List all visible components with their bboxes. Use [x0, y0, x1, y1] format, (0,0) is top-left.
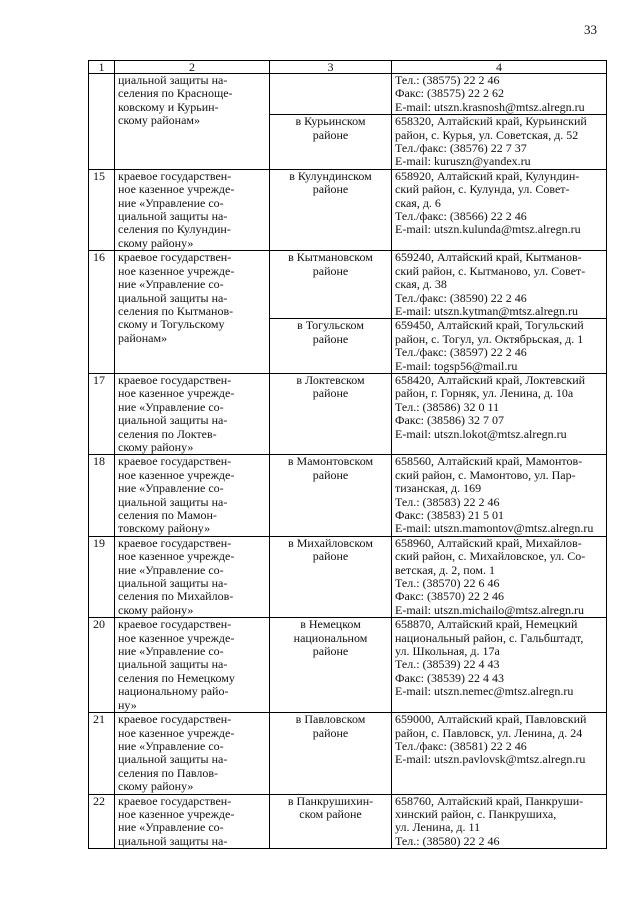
organization-name-line: циальной защиты на- — [118, 74, 228, 87]
organization-name-line: краевое государствен- — [118, 373, 232, 387]
organization-name-line: ние «Управление со- — [118, 645, 224, 659]
organization-name-line: циальной защиты на- — [118, 495, 228, 509]
organization-name-line: краевое государствен- — [118, 455, 232, 469]
contact-info — [392, 713, 607, 794]
row-number — [89, 74, 115, 170]
contact-info — [392, 251, 607, 319]
organization-name — [115, 455, 270, 536]
organization-name-line: циальной защиты на- — [118, 753, 228, 767]
district-name-line: в Немецком — [300, 618, 361, 632]
organization-name-line: циальной защиты на- — [118, 210, 228, 224]
organization-name — [115, 251, 270, 374]
contact-info-line: Факс: (38575) 22 2 62 — [395, 87, 504, 101]
organization-name-line: ние «Управление со- — [118, 400, 224, 414]
row-number: 15 — [89, 169, 115, 250]
organization-name — [115, 74, 270, 170]
organization-name-line: циальной защиты на- — [118, 414, 228, 428]
organization-name-line: скому районам» — [118, 114, 201, 128]
organization-name-line: ное казенное учрежде- — [118, 468, 235, 482]
contact-info-line: Факс: (38539) 22 4 43 — [395, 671, 504, 685]
contact-info-line: E-mail: utszn.kulunda@mtsz.alregn.ru — [395, 223, 581, 237]
contact-info — [392, 455, 607, 536]
district-name — [270, 618, 392, 713]
row-number: 19 — [89, 536, 115, 617]
contact-info-line: ский район, с. Михайловское, ул. Со- — [395, 550, 586, 564]
district-name-line: в Курьинском — [295, 115, 366, 129]
contact-info-line: 658560, Алтайский край, Мамонтов- — [395, 455, 583, 469]
header-cell: 1 — [89, 61, 115, 74]
table-row — [89, 618, 607, 713]
organization-name-line: скому и Тогульскому — [118, 318, 225, 332]
table-row — [89, 169, 607, 250]
contact-info-line: E-mail: togsp56@mail.ru — [395, 359, 518, 373]
contact-info-line: 658870, Алтайский край, Немецкий — [395, 618, 578, 632]
header-cell: 4 — [392, 61, 607, 74]
organization-name — [115, 536, 270, 617]
organization-name-line: ковскому и Курьин- — [118, 100, 219, 114]
organization-name — [115, 373, 270, 454]
organization-name — [115, 794, 270, 849]
organization-name-line: ное казенное учрежде- — [118, 264, 235, 278]
contact-info-line: ул. Ленина, д. 11 — [395, 821, 481, 835]
organization-name-line: ное казенное учрежде- — [118, 387, 235, 401]
organization-name-line: селения по Красноще- — [118, 87, 233, 101]
organization-name-line: краевое государствен- — [118, 713, 232, 727]
contact-info-line: Тел.: (38586) 32 0 11 — [395, 400, 500, 414]
contact-info-line: Тел./факс: (38566) 22 2 46 — [395, 210, 527, 224]
contact-info-line: Тел.: (38583) 22 2 46 — [395, 495, 500, 509]
contact-info-line: Тел.: (38575) 22 2 46 — [395, 74, 500, 87]
contact-info — [392, 373, 607, 454]
contact-info-line: E-mail: utszn.michailo@mtsz.alregn.ru — [395, 603, 584, 617]
organization-name-line: краевое государствен- — [118, 536, 232, 550]
contact-info-line: Тел.: (38580) 22 2 46 — [395, 834, 500, 848]
contact-info-line: E-mail: utszn.krasnosh@mtsz.alregn.ru — [395, 100, 585, 114]
contact-info — [392, 536, 607, 617]
contact-info-line: Тел.: (38539) 22 4 43 — [395, 658, 500, 672]
district-name-line: районе — [312, 726, 349, 740]
row-number: 22 — [89, 794, 115, 849]
contact-info-line: район, с. Тогул, ул. Октябрьская, д. 1 — [395, 332, 584, 346]
district-name-line: районе — [312, 183, 349, 197]
organization-name-line: селения по Павлов- — [118, 766, 219, 780]
contact-info-line: E-mail: utszn.lokot@mtsz.alregn.ru — [395, 427, 567, 441]
district-name-line: в Мамонтовском — [287, 455, 374, 469]
contact-info — [392, 74, 607, 115]
district-name-line: в Панкрушихин- — [287, 794, 374, 808]
row-number: 18 — [89, 455, 115, 536]
district-name — [270, 115, 392, 170]
table-row — [89, 251, 607, 319]
organization-name-line: ние «Управление со- — [118, 482, 224, 496]
organization-name-line: циальной защиты на- — [118, 658, 228, 672]
organization-name-line: ние «Управление со- — [118, 563, 224, 577]
organization-name-line: ное казенное учрежде- — [118, 183, 235, 197]
contact-info-line: E-mail: utszn.kytman@mtsz.alregn.ru — [395, 304, 579, 318]
organization-name-line: селения по Мамон- — [118, 509, 217, 522]
header-cell: 3 — [270, 61, 392, 74]
district-name — [270, 319, 392, 374]
header-cell: 2 — [115, 61, 270, 74]
organization-name-line: краевое государствен- — [118, 251, 232, 265]
district-name-line: ском районе — [299, 807, 362, 821]
contact-info-line: ская, д. 38 — [395, 278, 447, 292]
district-name-line: в Кулундинском — [289, 169, 372, 183]
contact-info-line: E-mail: kuruszn@yandex.ru — [395, 155, 531, 169]
contact-info-line: E-mail: utszn.pavlovsk@mtsz.alregn.ru — [395, 753, 586, 767]
district-name-line: районе — [312, 128, 349, 142]
table-row — [89, 536, 607, 617]
organization-name-line: краевое государствен- — [118, 169, 232, 183]
contact-info-line: район, г. Горняк, ул. Ленина, д. 10а — [395, 387, 574, 401]
organization-name-line: ние «Управление со- — [118, 196, 224, 210]
district-name-line: районе — [312, 264, 349, 278]
contact-info-line: Факс: (38570) 22 2 46 — [395, 590, 504, 604]
contact-info-line: Тел./факс: (38597) 22 2 46 — [395, 346, 527, 360]
contact-info-line: E-mail: utszn.mamontov@mtsz.alregn.ru — [395, 522, 594, 536]
district-name — [270, 373, 392, 454]
contact-info-line: ветская, д. 2, пом. 1 — [395, 563, 496, 577]
organization-name-line: скому району» — [118, 440, 194, 454]
table-row — [89, 794, 607, 849]
district-name — [270, 251, 392, 319]
contact-info-line: ский район, с. Мамонтово, ул. Пар- — [395, 468, 576, 482]
organization-name-line: ное казенное учрежде- — [118, 631, 235, 645]
organization-name-line: ное казенное учрежде- — [118, 807, 235, 821]
district-name-line: районе — [312, 550, 349, 564]
district-name — [270, 74, 392, 115]
contact-info — [392, 319, 607, 374]
contact-info-line: 658920, Алтайский край, Кулундин- — [395, 169, 580, 183]
contact-info-line: ский район, с. Кытманово, ул. Совет- — [395, 264, 586, 278]
table-row — [89, 713, 607, 794]
contact-info — [392, 794, 607, 849]
organization-name-line: товскому району» — [118, 522, 211, 536]
organization-name-line: циальной защиты на- — [118, 834, 228, 848]
contact-info-line: ская, д. 6 — [395, 196, 441, 210]
contact-info-line: Тел./факс: (38581) 22 2 46 — [395, 739, 527, 753]
district-name-line: в Кытмановском — [288, 251, 373, 265]
district-name — [270, 794, 392, 849]
organization-name-line: скому району» — [118, 780, 194, 794]
contact-info-line: 659240, Алтайский край, Кытманов- — [395, 251, 582, 265]
contact-info-line: Факс: (38583) 21 5 01 — [395, 509, 504, 522]
contact-info-line: Тел./факс: (38590) 22 2 46 — [395, 291, 527, 305]
district-name — [270, 169, 392, 250]
organization-name-line: ние «Управление со- — [118, 278, 224, 292]
contact-info-line: E-mail: utszn.nemec@mtsz.alregn.ru — [395, 685, 574, 699]
organization-name-line: ние «Управление со- — [118, 821, 224, 835]
district-name-line: национальном — [293, 631, 368, 645]
row-number: 21 — [89, 713, 115, 794]
organization-name-line: районам» — [118, 331, 168, 345]
contact-info — [392, 115, 607, 170]
organization-name — [115, 618, 270, 713]
district-name-line: в Михайловском — [288, 536, 373, 550]
contact-info-line: район, с. Курья, ул. Советская, д. 52 — [395, 128, 579, 142]
district-name — [270, 536, 392, 617]
row-number: 20 — [89, 618, 115, 713]
contact-info-line: 659450, Алтайский край, Тогульский — [395, 319, 584, 333]
organization-name-line: краевое государствен- — [118, 794, 232, 808]
page-number: 33 — [584, 22, 597, 37]
row-number: 17 — [89, 373, 115, 454]
contact-info-line: 658420, Алтайский край, Локтевский — [395, 373, 586, 387]
table-row — [89, 74, 607, 115]
contact-info-line: 659000, Алтайский край, Павловский — [395, 713, 587, 727]
contact-info — [392, 618, 607, 713]
district-name — [270, 455, 392, 536]
district-name-line: в Павловском — [295, 713, 366, 727]
organization-name-line: скому району» — [118, 603, 194, 617]
organization-name-line: селения по Михайлов- — [118, 590, 234, 604]
contact-info-line: хинский район, с. Панкрушиха, — [395, 807, 557, 821]
contact-info — [392, 169, 607, 250]
contact-info-line: Факс: (38586) 32 7 07 — [395, 414, 504, 428]
contact-info-line: ский район, с. Кулунда, ул. Совет- — [395, 183, 570, 197]
organization-name-line: ну» — [118, 698, 137, 712]
district-name — [270, 713, 392, 794]
district-name-line: районе — [312, 645, 349, 659]
offices-table — [88, 60, 607, 849]
organization-name-line: селения по Кулундин- — [118, 223, 231, 237]
table-row — [89, 455, 607, 536]
organization-name-line: селения по Локтев- — [118, 427, 217, 441]
contact-info-line: 658760, Алтайский край, Панкруши- — [395, 794, 584, 808]
contact-info-line: ул. Школьная, д. 17а — [395, 645, 500, 659]
district-name-line: в Локтевском — [296, 373, 365, 387]
contact-info-line: национальный район, с. Гальбштадт, — [395, 631, 584, 645]
table-header-row — [89, 61, 607, 74]
organization-name-line: скому району» — [118, 236, 194, 250]
district-name-line: в Тогульском — [297, 319, 364, 333]
contact-info-line: тизанская, д. 169 — [395, 482, 482, 496]
contact-info-line: район, с. Павловск, ул. Ленина, д. 24 — [395, 726, 583, 740]
district-name-line: районе — [312, 387, 349, 401]
organization-name-line: селения по Немецкому — [118, 671, 235, 685]
organization-name-line: ное казенное учрежде- — [118, 550, 235, 564]
organization-name-line: циальной защиты на- — [118, 291, 228, 305]
organization-name-line: ние «Управление со- — [118, 739, 224, 753]
contact-info-line: 658320, Алтайский край, Курьинский — [395, 115, 587, 129]
contact-info-line: Тел.: (38570) 22 6 46 — [395, 577, 500, 591]
organization-name — [115, 169, 270, 250]
row-number: 16 — [89, 251, 115, 374]
contact-info-line: 658960, Алтайский край, Михайлов- — [395, 536, 582, 550]
organization-name — [115, 713, 270, 794]
table-row — [89, 373, 607, 454]
organization-name-line: циальной защиты на- — [118, 577, 228, 591]
contact-info-line: Тел./факс: (38576) 22 7 37 — [395, 142, 527, 156]
district-name-line: районе — [312, 468, 349, 482]
organization-name-line: национальному райо- — [118, 685, 229, 699]
organization-name-line: селения по Кытманов- — [118, 304, 234, 318]
organization-name-line: краевое государствен- — [118, 618, 232, 632]
district-name-line: районе — [312, 332, 349, 346]
organization-name-line: ное казенное учрежде- — [118, 726, 235, 740]
